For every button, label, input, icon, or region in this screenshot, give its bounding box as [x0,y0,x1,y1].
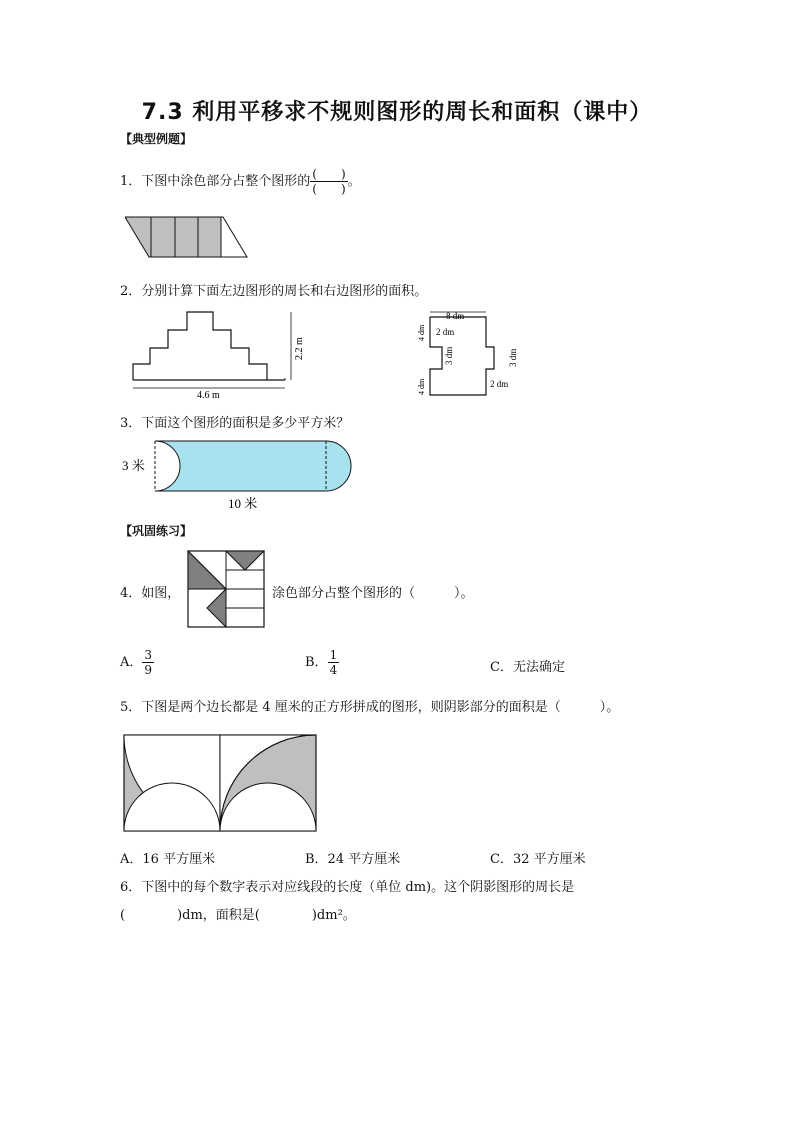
option-denominator: 4 [329,663,338,677]
top-label: 8 dm [446,311,465,321]
q5-option-a[interactable]: A．16 平方厘米 [120,852,216,867]
section-examples: 【典型例题】 [120,132,193,146]
dim-label: 3 dm [444,346,454,365]
question-3: 3．下面这个图形的面积是多少平方米？ [120,416,350,431]
option-numerator: 3 [144,648,153,662]
shaded-triangle-left [125,217,151,257]
question-2: 2．分别计算下面左边图形的周长和右边图形的面积。 [120,284,428,299]
shaded-region [155,441,351,491]
height-label: 3 米 [122,458,145,473]
q4-option-a[interactable] [120,648,154,677]
option-numerator: 1 [329,648,338,662]
dim-label: 4 dm [417,324,426,341]
option-letter: C． [490,660,513,675]
width-label: 4.6 m [197,390,220,401]
width-label: 10 米 [228,496,258,511]
q5-option-c[interactable]: C．32 平方厘米 [490,852,586,867]
fraction-denominator: ( ) [312,182,346,196]
option-text: 无法确定 [512,660,565,675]
question-4-prefix: 4．如图， [120,586,181,601]
question-4-suffix: 涂色部分占整个图形的（ ）。 [272,586,474,601]
q2-cross-figure [412,307,527,402]
section-practice: 【巩固练习】 [120,524,193,538]
q1-parallelogram-figure [125,215,250,260]
dim-label: 3 dm [508,348,518,367]
q4-square-figure [187,550,267,630]
option-denominator: 9 [144,663,153,677]
q5-option-b[interactable]: B．24 平方厘米 [305,852,401,867]
page-title: 7.3 利用平移求不规则图形的周长和面积（课中） [141,100,653,125]
dim-label: 2 dm [436,327,455,337]
option-letter: A． [120,655,143,670]
fraction-numerator: ( ) [312,167,346,181]
dim-label: 2 dm [490,379,509,389]
q5-two-squares-figure [123,734,319,832]
question-5: 5．下图是两个边长都是 4 厘米的正方形拼成的图形，则阴影部分的面积是（ ）。 [120,700,620,715]
q3-tube-figure [120,434,360,514]
shaded-rectangle [151,217,221,257]
answer-fraction[interactable] [310,167,347,196]
question-1 [120,167,361,196]
q2-staircase-figure [125,302,320,402]
option-letter: B． [305,655,328,670]
question-1-text: 1．下图中涂色部分占整个图形的 [120,174,311,189]
q4-option-c[interactable] [490,656,565,675]
height-label: 2.2 m [294,337,305,360]
staircase-outline [133,312,285,380]
unshaded-triangle-right [221,217,247,257]
question-6-line-1: 6．下图中的每个数字表示对应线段的长度（单位 dm)。这个阴影图形的周长是 [120,880,575,895]
question-1-end: 。 [347,174,361,189]
dim-label: 4 dm [417,378,426,395]
q4-option-b[interactable] [305,648,339,677]
question-6-line-2: ( )dm，面积是( )dm²。 [120,908,356,923]
